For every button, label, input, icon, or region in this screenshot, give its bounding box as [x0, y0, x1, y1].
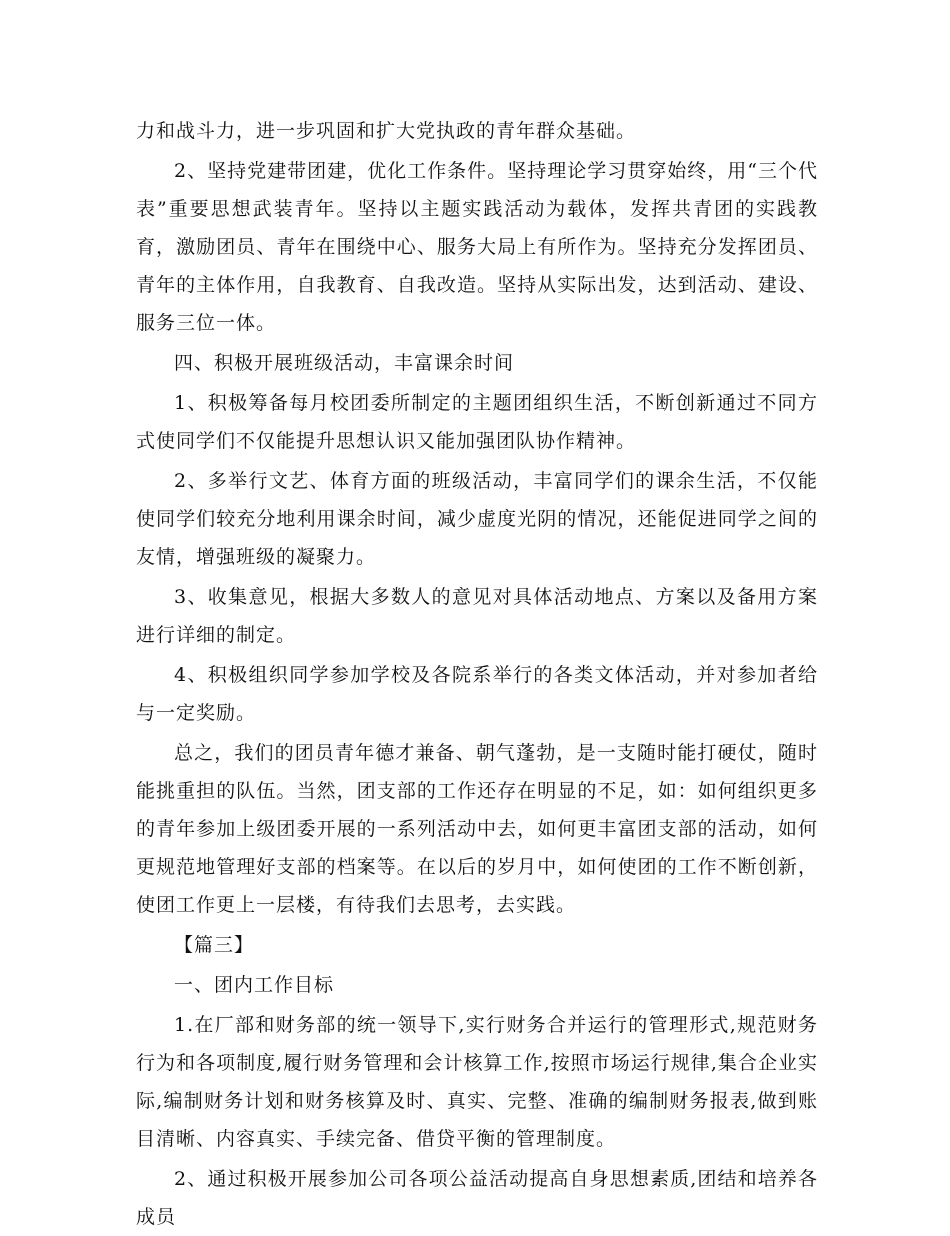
paragraph-continuation: 力和战斗力，进一步巩固和扩大党执政的青年群众基础。 [136, 120, 637, 142]
paragraph-item-4: 4、积极组织同学参加学校及各院系举行的各类文体活动，并对参加者给与一定奖励。 [136, 664, 818, 724]
section-heading-class-activities: 四、积极开展班级活动，丰富课余时间 [174, 352, 515, 374]
paragraph-item-3: 3、收集意见，根据大多数人的意见对具体活动地点、方案以及备用方案进行详细的制定。 [136, 586, 818, 646]
paragraph-goal-2: 2、通过积极开展参加公司各项公益活动提高自身思想素质,团结和培养各成员 [136, 1168, 818, 1228]
document-page [136, 112, 818, 1236]
part-heading: 【篇三】 [174, 934, 255, 956]
paragraph-item-2: 2、多举行文艺、体育方面的班级活动，丰富同学们的课余生活，不仅能使同学们较充分地利用课余时间，减少虚度光阴的情况，还能促进同学之间的友情，增强班级的凝聚力。 [136, 470, 818, 568]
paragraph-party-building: 2、坚持党建带团建，优化工作条件。坚持理论学习贯穿始终，用“三个代表”重要思想武装青年。坚持以主题实践活动为载体，发挥共青团的实践教育，激励团员、青年在围绕中心、服务大局上有所作为。坚持充分发挥团员、青年的主体作用，自我教育、自我改造。坚持从实际出发，达到活动、建设、服务三位一体。 [136, 160, 818, 334]
paragraph-summary: 总之，我们的团员青年德才兼备、朝气蓬勃，是一支随时能打硬仗，随时能挑重担的队伍。当然，团支部的工作还存在明显的不足，如：如何组织更多的青年参加上级团委开展的一系列活动中去，如何更丰富团支部的活动，如何更规范地管理好支部的档案等。在以后的岁月中，如何使团的工作不断创新，使团工作更上一层楼，有待我们去思考，去实践。 [136, 742, 818, 916]
paragraph-goal-1: 1.在厂部和财务部的统一领导下,实行财务合并运行的管理形式,规范财务行为和各项制度,履行财务管理和会计核算工作,按照市场运行规律,集合企业实际,编制财务计划和财务核算及时、真实、完整、准确的编制财务报表,做到账目清晰、内容真实、手续完备、借贷平衡的管理制度。 [136, 1014, 818, 1150]
section-heading-goals: 一、团内工作目标 [174, 974, 335, 996]
paragraph-item-1: 1、积极筹备每月校团委所制定的主题团组织生活，不断创新通过不同方式使同学们不仅能提升思想认识又能加强团队协作精神。 [136, 392, 818, 452]
